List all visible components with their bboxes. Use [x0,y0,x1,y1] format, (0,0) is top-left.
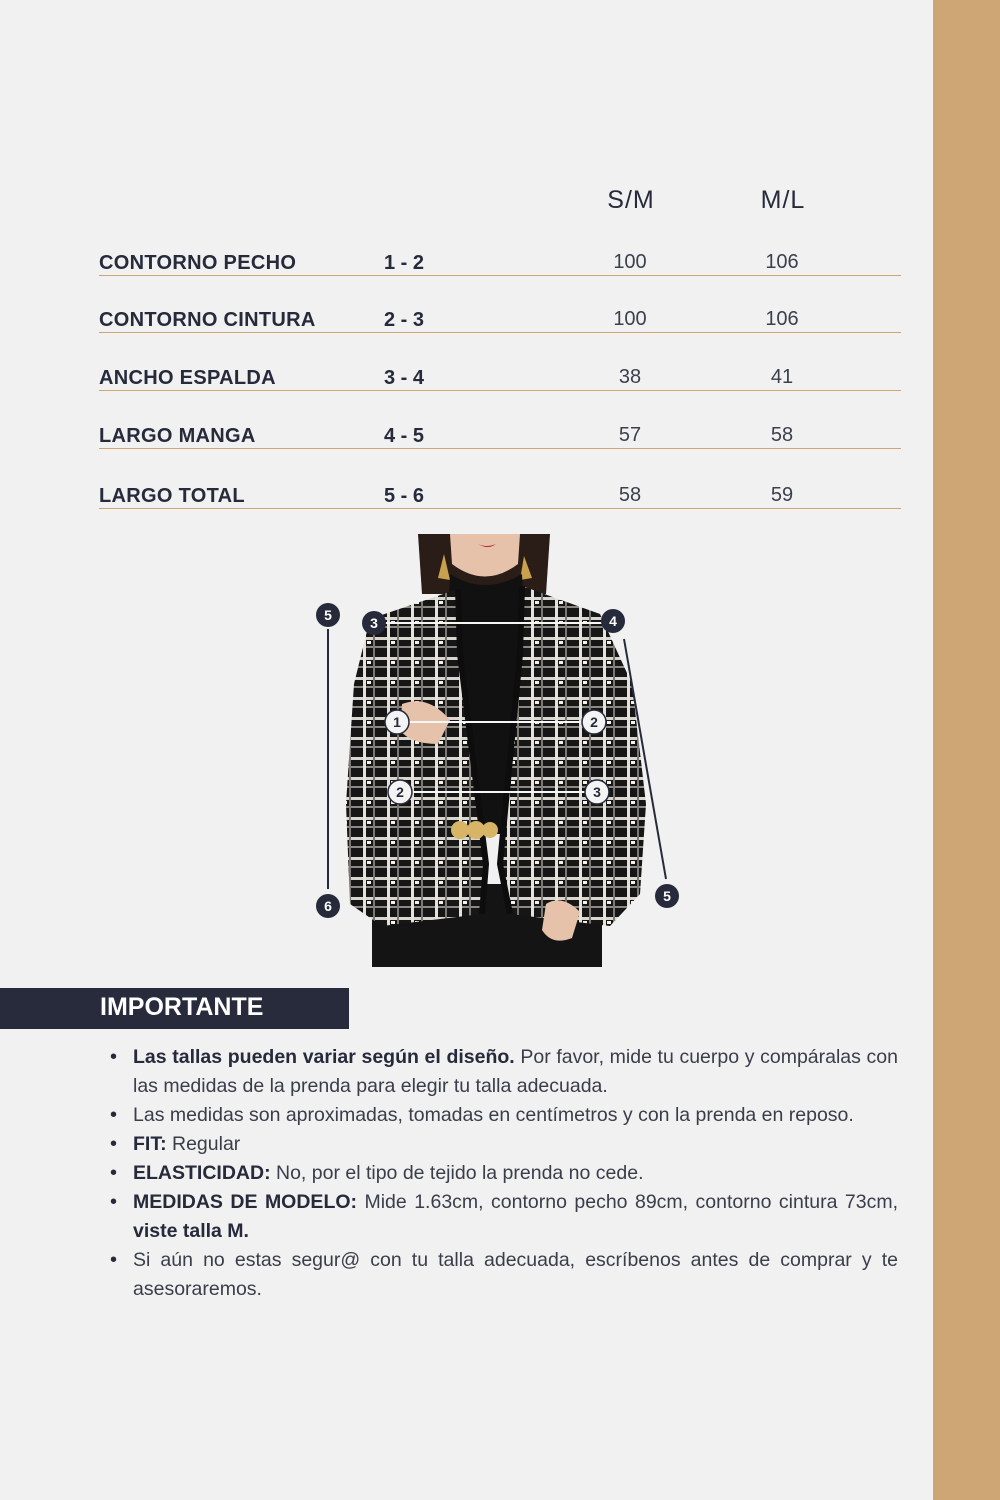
marker-1-label: 1 [393,714,401,730]
marker-3-waist [585,780,609,804]
marker-4 [601,609,625,633]
marker-3-label: 3 [370,615,378,631]
row-value-ml: 58 [770,424,794,446]
marker-2-label: 2 [396,784,404,800]
row-label: CONTORNO PECHO [99,252,297,274]
note-bold: FIT: [133,1133,167,1155]
marker-4-label: 4 [609,613,617,629]
note-text: Por favor, mide tu cuerpo y compáralas con las medidas de la prenda para elegir tu talla adecuada. [133,1046,898,1097]
marker-5-label: 5 [324,607,332,623]
row-label: LARGO TOTAL [99,485,245,507]
row-points: 4 - 5 [384,425,425,447]
row-points: 2 - 3 [384,309,425,331]
table-row [99,358,901,391]
note-bold: ELASTICIDAD: [133,1162,271,1184]
importante-title: IMPORTANTE [100,993,264,1021]
marker-2-label: 2 [590,714,598,730]
note-text: Si aún no estas segur@ con tu talla adecuada, escríbenos antes de comprar y te asesoraremos. [133,1249,898,1300]
column-header-sm: S/M [607,186,655,214]
row-label: LARGO MANGA [99,425,256,447]
row-label: CONTORNO CINTURA [99,309,316,331]
list-item [110,1130,898,1159]
row-label: ANCHO ESPALDA [99,367,276,389]
row-value-ml: 41 [770,366,794,388]
note-bold: MEDIDAS DE MODELO: [133,1191,358,1213]
marker-2-waist [388,780,412,804]
marker-6 [316,894,340,918]
row-value-sm: 57 [618,424,642,446]
row-value-sm: 38 [618,366,642,388]
list-item [110,1188,898,1246]
note-bold-end: viste talla M. [133,1220,249,1242]
row-points: 1 - 2 [384,252,425,274]
marker-6-label: 6 [324,898,332,914]
marker-3-label: 3 [593,784,601,800]
row-value-sm: 100 [613,308,647,330]
marker-2-chest [582,710,606,734]
marker-5-label: 5 [663,888,671,904]
marker-1 [385,710,409,734]
garment-measurement-figure [310,534,690,967]
table-row [99,476,901,509]
table-row [99,243,901,276]
marker-3-shoulder [362,611,386,635]
list-item [110,1101,898,1130]
list-item [110,1246,898,1304]
side-accent-bar [933,0,1000,1500]
row-value-ml: 59 [770,484,794,506]
row-value-sm: 100 [613,251,647,273]
table-row [99,300,901,333]
row-value-sm: 58 [618,484,642,506]
row-value-ml: 106 [765,251,799,273]
jacket-illustration [310,534,690,967]
marker-5-sleeve [655,884,679,908]
row-points: 5 - 6 [384,485,425,507]
notes-list [110,1043,898,1304]
marker-5-top [316,603,340,627]
list-item [110,1159,898,1188]
column-header-ml: M/L [760,186,806,214]
row-value-ml: 106 [765,308,799,330]
note-text: Las medidas son aproximadas, tomadas en centímetros y con la prenda en reposo. [133,1104,854,1126]
note-text: Mide 1.63cm, contorno pecho 89cm, contorno cintura 73cm, [357,1191,898,1213]
importante-banner [0,988,349,1029]
table-row [99,416,901,449]
list-item [110,1043,898,1101]
note-bold: Las tallas pueden variar según el diseño. [133,1046,515,1068]
row-points: 3 - 4 [384,367,425,389]
note-text: No, por el tipo de tejido la prenda no cede. [270,1162,644,1184]
note-text: Regular [166,1133,241,1155]
